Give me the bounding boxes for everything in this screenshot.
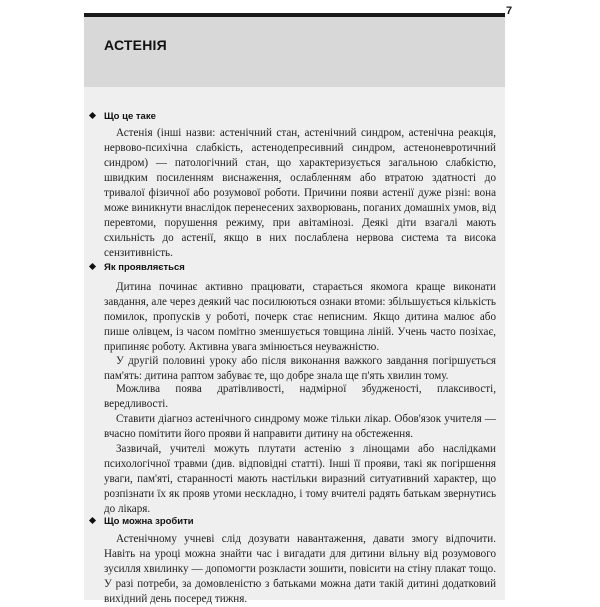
diamond-bullet-icon: [89, 263, 96, 270]
paragraph: Астенія (інші назви: астенічний стан, астенічний синдром, астенічна реакція, нервово-психічна слабкість, астенодепресивний синдром, астеноневротичний синдром) — патологічний стан, що характеризується загальною слабкістю, швидким посиленням виснаження, ослабленням або втратою здатності до тривалої фізичної або розумової роботи. Причини появи астенії дуже різні: вона може виникнути внаслідок перенесених захворювань, поганих домашніх умов, від перевтоми, порушення режиму, при авітамінозі. Деякі діти взагалі мають схильність до астенії, якщо в них послаблена нервова система та висока сензитивність.: [104, 127, 496, 259]
paragraph: Зазвичай, учителі можуть плутати астенію з лінощами або наслідками психологічної травми (див. відповідні статті). Інші її прояви, такі як погіршення уваги, пам'яті, старанності мають настільки виразний ситуативний характер, що розпізнати їх як прояв утоми нескладно, і тому вчителі радять батькам звернутись до лікаря.: [104, 443, 496, 515]
paragraph: У другій половині уроку або після виконання важкого завдання погіршується пам'ять: дитина раптом забуває те, що добре знала ще п'ять хвилин тому.: [104, 355, 496, 382]
paragraph: Можлива поява дратівливості, надмірної збудженості, плаксивості, вередливості.: [104, 383, 496, 410]
page-number: 7: [506, 5, 513, 17]
section-heading-label: Що можна зробити: [104, 516, 194, 527]
page-title: АСТЕНІЯ: [104, 37, 167, 53]
paragraph: Астенічному учневі слід дозувати навантаження, давати змогу відпочити. Навіть на уроці можна знайти час і вигадати для дитини вільну від розумового зусилля хвилинку — допомогти розкласти зошити, повісити на стіну плакат тощо. У разі потреби, за домовленістю з батьками можна дати такій дитині додатковий вихідний день посеред тижня.: [104, 533, 496, 605]
section-heading-label: Як проявляється: [104, 262, 185, 273]
paragraph: Дитина починає активно працювати, старається якомога краще виконати завдання, але через деякий час посилюються ознаки втоми: збільшується кількість помилок, пропусків у роботі, почерк стає неписним. Якщо дитина малює або пише олівцем, із часом помітно зменшується товщина ліній. Учень часто позіхає, припиняє роботу. Активна увага змінюється неуважністю.: [104, 281, 496, 353]
section-heading-what-is-it: [90, 111, 156, 122]
section-heading-label: Що це таке: [104, 111, 156, 122]
diamond-bullet-icon: [89, 112, 96, 119]
paragraph: Ставити діагноз астенічного синдрому може тільки лікар. Обов'язок учителя — вчасно помітити його прояви й направити дитину на обстеження.: [104, 413, 496, 440]
diamond-bullet-icon: [89, 517, 96, 524]
section-heading-how-it-manifests: [90, 262, 185, 273]
section-heading-what-to-do: [90, 516, 194, 527]
